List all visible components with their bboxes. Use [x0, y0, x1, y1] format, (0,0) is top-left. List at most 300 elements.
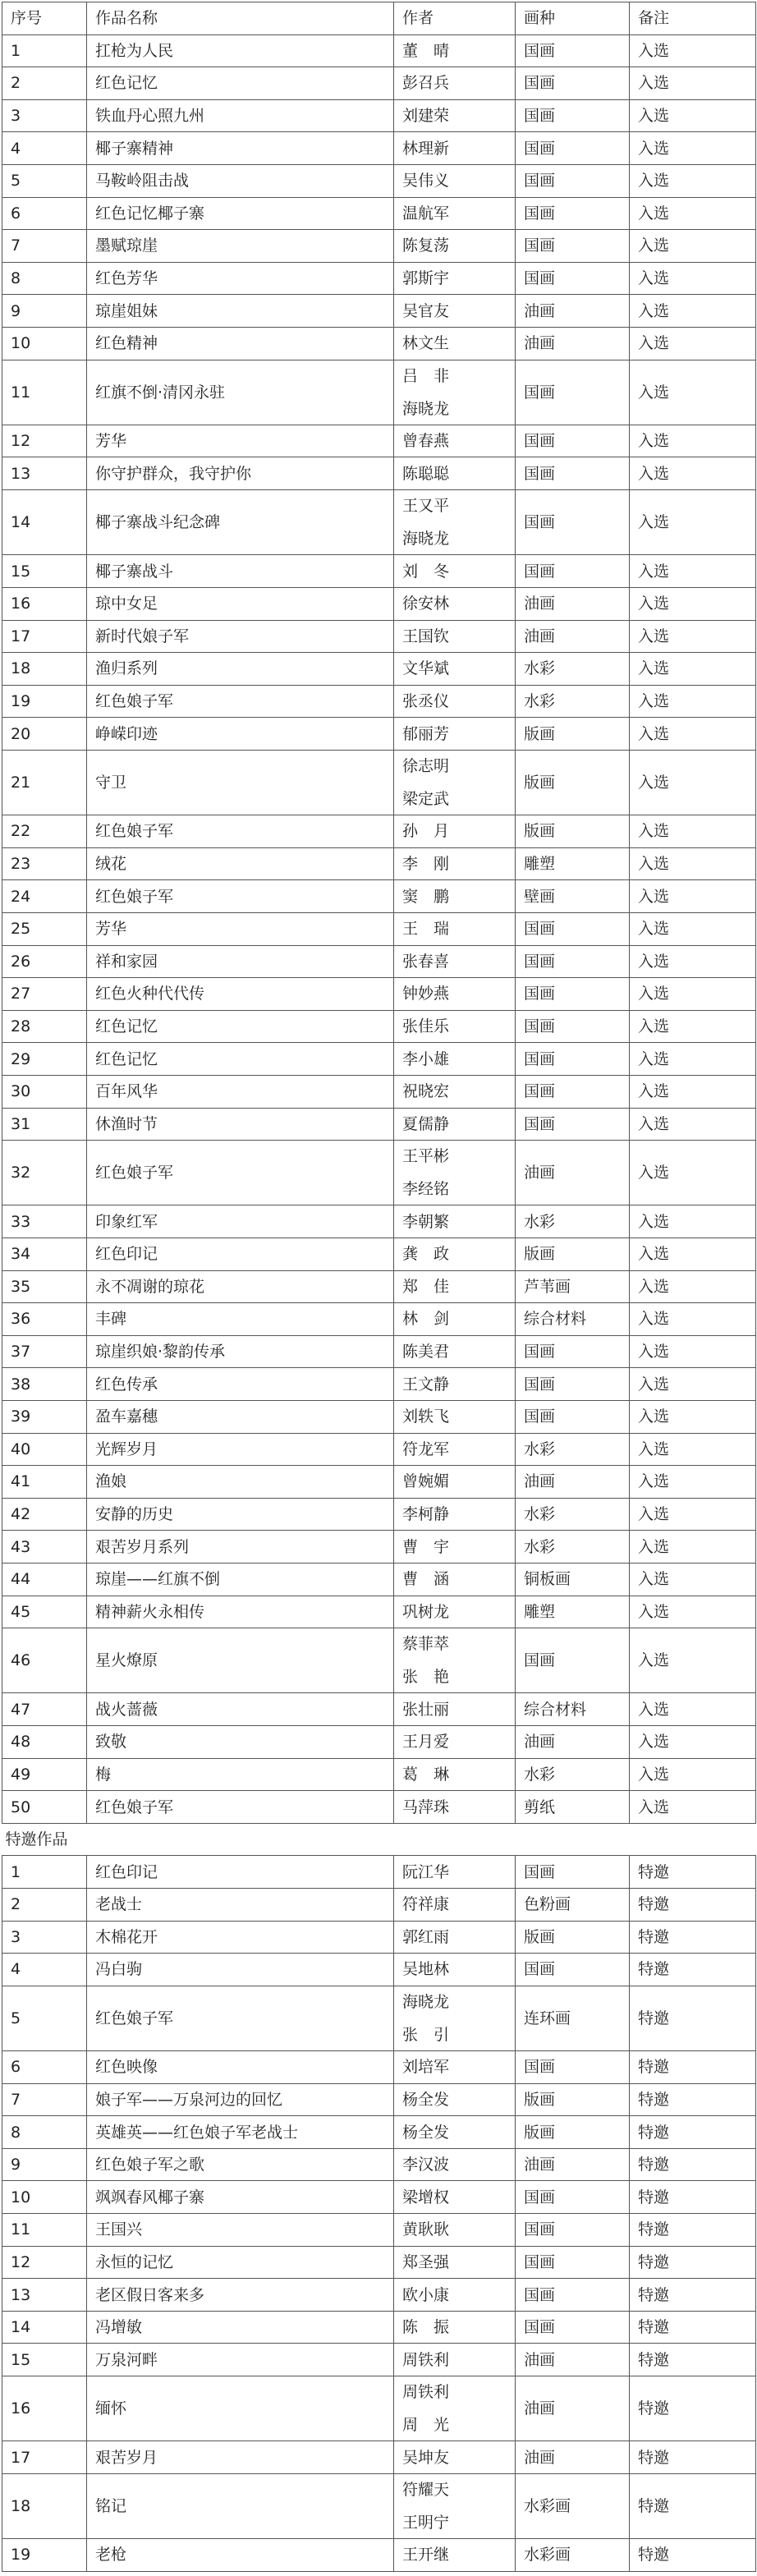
cell-author	[394, 1693, 516, 1726]
table-row	[2, 1043, 756, 1076]
author-name: 符耀天	[402, 2481, 450, 2500]
table-row	[2, 1954, 756, 1986]
cell-index: 17	[2, 620, 87, 653]
author-name: 夏儒静	[402, 1114, 450, 1133]
author-name: 李朝繁	[402, 1212, 450, 1231]
cell-author	[394, 2279, 516, 2312]
cell-author	[394, 978, 516, 1011]
cell-remark: 入选	[630, 327, 756, 360]
cell-remark: 入选	[630, 1368, 756, 1401]
author-name: 陈聪聪	[402, 464, 450, 483]
table-row	[2, 295, 756, 328]
author-name: 徐志明	[402, 757, 450, 776]
table-row	[2, 1498, 756, 1531]
header-title: 作品名称	[87, 2, 394, 35]
cell-medium: 版画	[516, 718, 630, 751]
table-row	[2, 685, 756, 718]
cell-index: 12	[2, 2246, 87, 2279]
table-row	[2, 2344, 756, 2376]
cell-remark: 入选	[630, 1693, 756, 1726]
author-name: 王 瑞	[402, 920, 450, 939]
section-row-special	[2, 1823, 756, 1856]
cell-medium: 连环画	[516, 1986, 630, 2050]
cell-author	[394, 2214, 516, 2247]
cell-medium: 油画	[516, 2441, 630, 2474]
cell-remark: 入选	[630, 1758, 756, 1791]
cell-index: 14	[2, 490, 87, 555]
cell-title: 盈车嘉穗	[87, 1400, 394, 1433]
cell-title: 红色映像	[87, 2051, 394, 2084]
table-row	[2, 2376, 756, 2441]
cell-title: 艰苦岁月系列	[87, 1531, 394, 1564]
cell-title: 芳华	[87, 912, 394, 945]
cell-remark: 入选	[630, 164, 756, 197]
cell-remark: 入选	[630, 815, 756, 848]
author-name: 梁增权	[402, 2188, 450, 2206]
cell-remark: 入选	[630, 1596, 756, 1628]
cell-remark: 特邀	[630, 2148, 756, 2181]
cell-author	[394, 1531, 516, 1564]
cell-title: 渔娘	[87, 1466, 394, 1499]
cell-medium: 国画	[516, 1108, 630, 1141]
cell-title: 你守护群众，我守护你	[87, 457, 394, 490]
table-row	[2, 1303, 756, 1336]
author-name: 曾春燕	[402, 432, 450, 451]
author-name: 李 刚	[402, 855, 450, 874]
cell-title: 红色娘子军	[87, 1141, 394, 1205]
author-name: 葛 琳	[402, 1765, 450, 1784]
cell-index: 31	[2, 1108, 87, 1141]
cell-index: 41	[2, 1466, 87, 1499]
cell-author	[394, 1563, 516, 1596]
cell-medium: 油画	[516, 587, 630, 620]
author-name: 吴坤友	[402, 2448, 450, 2467]
cell-index: 1	[2, 1856, 87, 1889]
table-row	[2, 360, 756, 425]
cell-title: 红旗不倒·清冈永驻	[87, 360, 394, 425]
artwork-list-table	[2, 2, 756, 2572]
author-name: 文华斌	[402, 659, 450, 678]
cell-index: 11	[2, 2214, 87, 2247]
cell-medium: 油画	[516, 1466, 630, 1499]
cell-index: 2	[2, 67, 87, 100]
cell-index: 28	[2, 1010, 87, 1043]
cell-remark: 特邀	[630, 2279, 756, 2312]
cell-remark: 入选	[630, 1043, 756, 1076]
cell-remark: 入选	[630, 1628, 756, 1693]
cell-author	[394, 2181, 516, 2214]
header-index: 序号	[2, 2, 87, 35]
cell-title: 新时代娘子军	[87, 620, 394, 653]
cell-index: 46	[2, 1628, 87, 1693]
table-row	[2, 2116, 756, 2149]
cell-medium: 油画	[516, 620, 630, 653]
cell-medium: 水彩	[516, 1498, 630, 1531]
cell-index: 33	[2, 1205, 87, 1238]
cell-medium: 国画	[516, 2246, 630, 2279]
cell-remark: 特邀	[630, 1986, 756, 2050]
cell-medium: 壁画	[516, 880, 630, 913]
cell-index: 18	[2, 2473, 87, 2538]
cell-title: 铭记	[87, 2473, 394, 2538]
author-name: 吴官友	[402, 301, 450, 320]
cell-author	[394, 1368, 516, 1401]
cell-medium: 国画	[516, 262, 630, 295]
table-row	[2, 945, 756, 978]
cell-index: 1	[2, 34, 87, 67]
cell-index: 37	[2, 1335, 87, 1368]
header-author: 作者	[394, 2, 516, 35]
cell-remark: 入选	[630, 295, 756, 328]
cell-author	[394, 847, 516, 880]
author-name: 周铁利	[402, 2383, 450, 2402]
author-name: 郑 佳	[402, 1277, 450, 1296]
cell-medium: 油画	[516, 1141, 630, 1205]
cell-medium: 综合材料	[516, 1693, 630, 1726]
author-name: 林文生	[402, 334, 450, 353]
author-name: 周 光	[402, 2416, 450, 2435]
author-name: 杨全发	[402, 2123, 450, 2142]
author-name: 李经铭	[402, 1180, 450, 1199]
cell-remark: 入选	[630, 685, 756, 718]
author-name: 刘培军	[402, 2058, 450, 2077]
cell-author	[394, 197, 516, 230]
cell-title: 精神薪火永相传	[87, 1596, 394, 1628]
cell-remark: 特邀	[630, 2344, 756, 2376]
table-row	[2, 327, 756, 360]
cell-medium: 国画	[516, 2214, 630, 2247]
cell-medium: 综合材料	[516, 1303, 630, 1336]
cell-author	[394, 2116, 516, 2149]
cell-index: 7	[2, 2083, 87, 2116]
author-name: 陈复荡	[402, 236, 450, 255]
table-row	[2, 197, 756, 230]
cell-medium: 铜板画	[516, 1563, 630, 1596]
cell-medium: 版画	[516, 1238, 630, 1271]
table-row	[2, 1986, 756, 2050]
cell-title: 红色记忆	[87, 1043, 394, 1076]
author-name: 陈 振	[402, 2318, 450, 2337]
table-row	[2, 1758, 756, 1791]
cell-index: 10	[2, 2181, 87, 2214]
cell-medium: 水彩画	[516, 2539, 630, 2572]
author-name: 巩树龙	[402, 1602, 450, 1621]
cell-remark: 入选	[630, 653, 756, 686]
table-row	[2, 1726, 756, 1759]
cell-remark: 入选	[630, 67, 756, 100]
cell-remark: 入选	[630, 1563, 756, 1596]
cell-remark: 入选	[630, 1270, 756, 1303]
cell-medium: 雕塑	[516, 1596, 630, 1628]
author-name: 蔡菲萃	[402, 1635, 450, 1654]
cell-index: 6	[2, 2051, 87, 2084]
table-row	[2, 587, 756, 620]
table-row	[2, 34, 756, 67]
table-row	[2, 1563, 756, 1596]
cell-index: 35	[2, 1270, 87, 1303]
cell-remark: 入选	[630, 360, 756, 425]
cell-index: 29	[2, 1043, 87, 1076]
author-name: 张壮丽	[402, 1700, 450, 1719]
cell-index: 22	[2, 815, 87, 848]
author-name: 张佳乐	[402, 1017, 450, 1036]
table-row	[2, 1075, 756, 1108]
cell-remark: 特邀	[630, 1921, 756, 1954]
cell-title: 艰苦岁月	[87, 2441, 394, 2474]
author-name: 王又平	[402, 497, 450, 516]
cell-title: 致敬	[87, 1726, 394, 1759]
cell-medium: 国画	[516, 912, 630, 945]
table-row	[2, 490, 756, 555]
cell-medium: 国画	[516, 555, 630, 588]
cell-medium: 国画	[516, 1075, 630, 1108]
cell-index: 15	[2, 555, 87, 588]
author-name: 刘建荣	[402, 107, 450, 126]
cell-author	[394, 1400, 516, 1433]
table-row	[2, 1921, 756, 1954]
cell-remark: 特邀	[630, 2181, 756, 2214]
author-name: 吴地林	[402, 1960, 450, 1979]
cell-index: 32	[2, 1141, 87, 1205]
cell-title: 红色娘子军	[87, 685, 394, 718]
cell-medium: 版画	[516, 2116, 630, 2149]
cell-remark: 入选	[630, 978, 756, 1011]
table-row	[2, 880, 756, 913]
cell-author	[394, 34, 516, 67]
cell-index: 15	[2, 2344, 87, 2376]
cell-title: 扛枪为人民	[87, 34, 394, 67]
cell-author	[394, 1335, 516, 1368]
author-name: 吴伟义	[402, 172, 450, 191]
cell-medium: 国画	[516, 67, 630, 100]
cell-remark: 入选	[630, 1141, 756, 1205]
table-row	[2, 2148, 756, 2181]
table-row	[2, 2083, 756, 2116]
table-row	[2, 230, 756, 263]
cell-title: 红色娘子军	[87, 1791, 394, 1824]
cell-medium: 国画	[516, 2181, 630, 2214]
cell-medium: 国画	[516, 360, 630, 425]
cell-author	[394, 718, 516, 751]
cell-remark: 入选	[630, 1205, 756, 1238]
author-name: 陈美君	[402, 1343, 450, 1361]
cell-author	[394, 1921, 516, 1954]
cell-index: 7	[2, 230, 87, 263]
cell-index: 40	[2, 1433, 87, 1466]
table-row	[2, 978, 756, 1011]
cell-author	[394, 1043, 516, 1076]
cell-author	[394, 2376, 516, 2441]
cell-title: 飒飒春风椰子寨	[87, 2181, 394, 2214]
cell-author	[394, 1791, 516, 1824]
cell-author	[394, 880, 516, 913]
cell-title: 守卫	[87, 750, 394, 815]
author-name: 刘 冬	[402, 562, 450, 581]
cell-medium: 油画	[516, 2148, 630, 2181]
table-row	[2, 815, 756, 848]
cell-remark: 特邀	[630, 2311, 756, 2344]
author-name: 孙 月	[402, 822, 450, 841]
cell-medium: 油画	[516, 2376, 630, 2441]
author-name: 曹 涵	[402, 1570, 450, 1589]
author-name: 张丞仪	[402, 691, 450, 710]
cell-remark: 入选	[630, 457, 756, 490]
cell-title: 老区假日客来多	[87, 2279, 394, 2312]
cell-medium: 国画	[516, 1954, 630, 1986]
cell-remark: 入选	[630, 880, 756, 913]
cell-title: 渔归系列	[87, 653, 394, 686]
cell-title: 峥嵘印迹	[87, 718, 394, 751]
cell-index: 49	[2, 1758, 87, 1791]
cell-title: 红色精神	[87, 327, 394, 360]
cell-author	[394, 1010, 516, 1043]
cell-index: 48	[2, 1726, 87, 1759]
cell-author	[394, 1986, 516, 2050]
cell-remark: 入选	[630, 425, 756, 457]
cell-author	[394, 425, 516, 457]
cell-author	[394, 1726, 516, 1759]
table-row	[2, 555, 756, 588]
cell-index: 16	[2, 587, 87, 620]
table-row	[2, 1791, 756, 1824]
cell-title: 椰子寨战斗纪念碑	[87, 490, 394, 555]
cell-index: 5	[2, 164, 87, 197]
cell-remark: 入选	[630, 1498, 756, 1531]
author-name: 彭召兵	[402, 74, 450, 93]
cell-author	[394, 1108, 516, 1141]
author-name: 龚 政	[402, 1245, 450, 1264]
cell-index: 12	[2, 425, 87, 457]
table-row	[2, 620, 756, 653]
author-name: 林理新	[402, 139, 450, 158]
table-row	[2, 2246, 756, 2279]
author-name: 林 剑	[402, 1310, 450, 1329]
author-name: 温航军	[402, 204, 450, 223]
cell-index: 3	[2, 1921, 87, 1954]
author-name: 马萍珠	[402, 1798, 450, 1816]
cell-remark: 入选	[630, 1010, 756, 1043]
cell-index: 5	[2, 1986, 87, 2050]
author-name: 郁丽芳	[402, 724, 450, 743]
cell-index: 19	[2, 2539, 87, 2572]
cell-title: 娘子军——万泉河边的回忆	[87, 2083, 394, 2116]
author-name: 祝晓宏	[402, 1082, 450, 1101]
cell-index: 10	[2, 327, 87, 360]
table-row	[2, 1108, 756, 1141]
cell-author	[394, 1433, 516, 1466]
table-row	[2, 1368, 756, 1401]
cell-index: 23	[2, 847, 87, 880]
cell-medium: 油画	[516, 327, 630, 360]
cell-index: 24	[2, 880, 87, 913]
author-name: 曾婉媚	[402, 1472, 450, 1491]
cell-author	[394, 360, 516, 425]
cell-medium: 油画	[516, 1726, 630, 1759]
cell-title: 红色火种代代传	[87, 978, 394, 1011]
author-name: 张 引	[402, 2025, 450, 2044]
cell-title: 丰碑	[87, 1303, 394, 1336]
table-row	[2, 1856, 756, 1889]
cell-remark: 入选	[630, 945, 756, 978]
cell-medium: 版画	[516, 750, 630, 815]
cell-medium: 国画	[516, 978, 630, 1011]
cell-title: 红色印记	[87, 1856, 394, 1889]
cell-index: 11	[2, 360, 87, 425]
table-row	[2, 1010, 756, 1043]
author-name: 窦 鹏	[402, 887, 450, 906]
cell-remark: 特邀	[630, 2376, 756, 2441]
cell-author	[394, 1758, 516, 1791]
cell-remark: 入选	[630, 197, 756, 230]
cell-title: 绒花	[87, 847, 394, 880]
cell-author	[394, 1888, 516, 1921]
table-row	[2, 2181, 756, 2214]
cell-medium: 国画	[516, 164, 630, 197]
cell-title: 琼崖姐妹	[87, 295, 394, 328]
cell-author	[394, 1628, 516, 1693]
cell-remark: 入选	[630, 1433, 756, 1466]
cell-author	[394, 912, 516, 945]
table-row	[2, 262, 756, 295]
cell-index: 21	[2, 750, 87, 815]
cell-title: 印象红军	[87, 1205, 394, 1238]
cell-title: 星火燎原	[87, 1628, 394, 1693]
cell-remark: 特邀	[630, 1888, 756, 1921]
cell-index: 4	[2, 1954, 87, 1986]
cell-author	[394, 2539, 516, 2572]
cell-medium: 国画	[516, 490, 630, 555]
cell-medium: 国画	[516, 2311, 630, 2344]
cell-remark: 入选	[630, 718, 756, 751]
table-row	[2, 1466, 756, 1499]
cell-medium: 雕塑	[516, 847, 630, 880]
cell-title: 休渔时节	[87, 1108, 394, 1141]
table-row	[2, 1596, 756, 1628]
cell-author	[394, 2246, 516, 2279]
cell-author	[394, 327, 516, 360]
cell-remark: 特邀	[630, 2116, 756, 2149]
cell-title: 红色娘子军之歌	[87, 2148, 394, 2181]
cell-remark: 入选	[630, 34, 756, 67]
author-name: 黄耿耿	[402, 2220, 450, 2239]
author-name: 李小雄	[402, 1049, 450, 1068]
cell-index: 38	[2, 1368, 87, 1401]
cell-author	[394, 457, 516, 490]
author-name: 曹 宇	[402, 1537, 450, 1556]
cell-title: 红色传承	[87, 1368, 394, 1401]
author-name: 阮江华	[402, 1862, 450, 1881]
cell-medium: 版画	[516, 1921, 630, 1954]
cell-medium: 国画	[516, 1628, 630, 1693]
cell-remark: 入选	[630, 1466, 756, 1499]
cell-title: 琼崖织娘·黎韵传承	[87, 1335, 394, 1368]
cell-author	[394, 1954, 516, 1986]
artwork-list-body	[2, 2, 756, 2572]
cell-title: 椰子寨精神	[87, 132, 394, 165]
author-name: 徐安林	[402, 595, 450, 613]
cell-title: 红色记忆椰子寨	[87, 197, 394, 230]
cell-remark: 特邀	[630, 2473, 756, 2538]
cell-title: 红色娘子军	[87, 1986, 394, 2050]
cell-index: 25	[2, 912, 87, 945]
cell-author	[394, 750, 516, 815]
cell-medium: 国画	[516, 1010, 630, 1043]
cell-title: 王国兴	[87, 2214, 394, 2247]
cell-author	[394, 490, 516, 555]
cell-medium: 版画	[516, 815, 630, 848]
table-row	[2, 1205, 756, 1238]
cell-title: 红色记忆	[87, 67, 394, 100]
